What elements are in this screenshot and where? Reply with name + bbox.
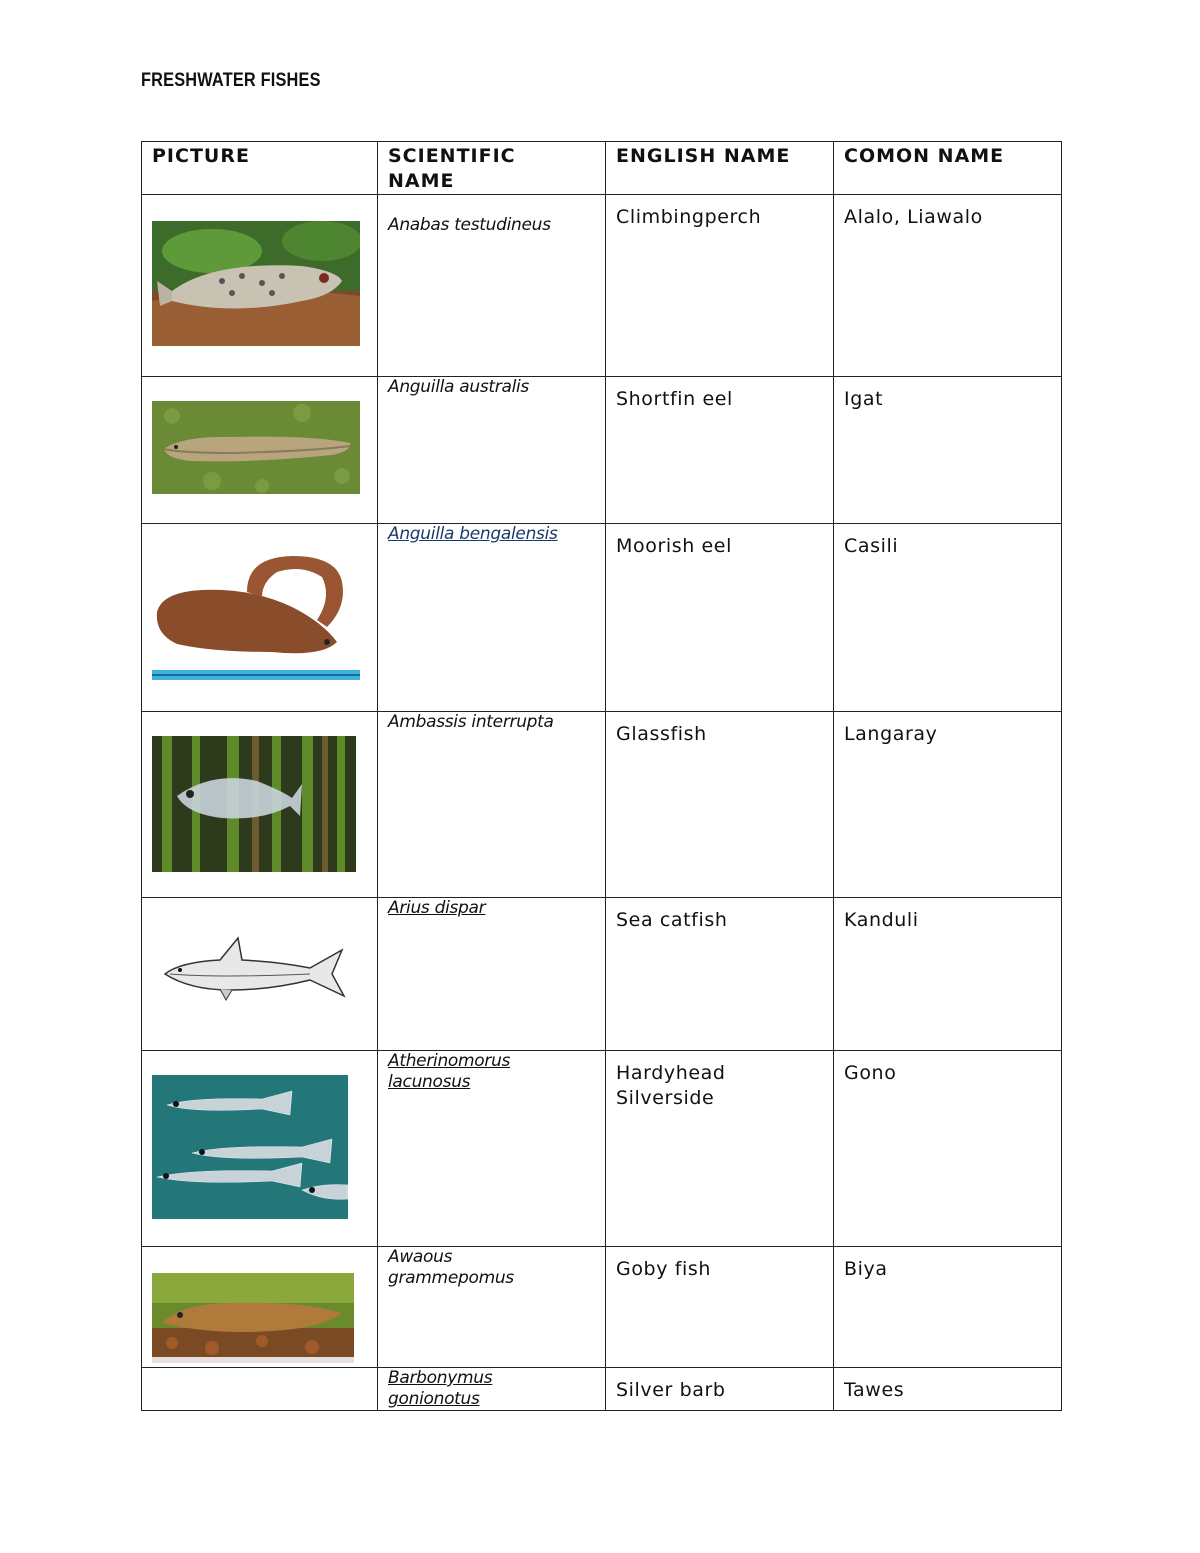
english-name: Moorish eel: [616, 535, 732, 557]
scientific-name-cell: [378, 524, 606, 712]
english-name-cell: [606, 377, 834, 524]
picture-cell: [142, 377, 378, 524]
common-name: Gono: [844, 1062, 897, 1084]
table-row: [142, 1368, 1062, 1411]
table-row: [142, 195, 1062, 377]
shortfin-eel-photo: [152, 401, 360, 494]
scientific-name: Awaous grammepomus: [388, 1247, 514, 1288]
scientific-name: Atherinomorus lacunosus: [388, 1051, 511, 1092]
common-name-cell: [834, 524, 1062, 712]
picture-cell: [142, 195, 378, 377]
sea-catfish-drawing: [160, 934, 350, 1010]
common-name: Casili: [844, 535, 899, 557]
header-scientific-name: SCIENTIFIC NAME: [378, 142, 606, 195]
table-row: [142, 712, 1062, 898]
picture-cell: [142, 898, 378, 1051]
common-name-cell: [834, 1368, 1062, 1411]
scientific-name: Anabas testudineus: [388, 215, 551, 235]
climbing-perch-photo: [152, 221, 360, 346]
picture-cell: [142, 1368, 378, 1411]
table-row: [142, 1247, 1062, 1368]
picture-cell: [142, 524, 378, 712]
common-name: Langaray: [844, 723, 938, 745]
picture-cell: [142, 712, 378, 898]
english-name: Glassfish: [616, 723, 707, 745]
common-name-cell: [834, 898, 1062, 1051]
common-name: Tawes: [844, 1379, 905, 1401]
table-row: [142, 524, 1062, 712]
english-name: Silver barb: [616, 1379, 726, 1401]
english-name: Goby fish: [616, 1258, 712, 1280]
english-name-cell: [606, 195, 834, 377]
common-name-cell: [834, 1247, 1062, 1368]
scientific-name-cell: [378, 195, 606, 377]
common-name: Kanduli: [844, 909, 919, 931]
english-name-cell: [606, 898, 834, 1051]
picture-cell: [142, 1247, 378, 1368]
header-common-name: COMON NAME: [834, 142, 1062, 195]
english-name-cell: [606, 1368, 834, 1411]
moorish-eel-photo: [152, 552, 360, 682]
scientific-name-cell: [378, 1368, 606, 1411]
english-name-cell: [606, 524, 834, 712]
table-row: [142, 1051, 1062, 1247]
silverside-photo: [152, 1075, 348, 1219]
common-name: Biya: [844, 1258, 888, 1280]
english-name-cell: [606, 712, 834, 898]
fish-table: [141, 141, 1062, 1411]
english-name: Hardyhead Silverside: [616, 1062, 726, 1109]
header-english-name: ENGLISH NAME: [606, 142, 834, 195]
header-picture: PICTURE: [142, 142, 378, 195]
table-row: [142, 898, 1062, 1051]
scientific-name-cell: [378, 1247, 606, 1368]
english-name: Climbingperch: [616, 206, 762, 228]
scientific-name-cell: [378, 712, 606, 898]
table-header-row: [142, 142, 1062, 195]
scientific-name: Barbonymus gonionotus: [388, 1368, 493, 1409]
scientific-name: Ambassis interrupta: [388, 712, 554, 732]
table-row: [142, 377, 1062, 524]
goby-photo: [152, 1273, 354, 1363]
common-name-cell: [834, 195, 1062, 377]
scientific-name-cell: [378, 898, 606, 1051]
common-name: Alalo, Liawalo: [844, 206, 983, 228]
common-name-cell: [834, 712, 1062, 898]
english-name: Sea catfish: [616, 909, 728, 931]
scientific-name: Arius dispar: [388, 898, 486, 918]
scientific-name-cell: [378, 1051, 606, 1247]
english-name-cell: [606, 1051, 834, 1247]
glassfish-photo: [152, 736, 356, 872]
scientific-name: Anguilla bengalensis: [388, 524, 558, 544]
english-name-cell: [606, 1247, 834, 1368]
scientific-name-cell: [378, 377, 606, 524]
scientific-name: Anguilla australis: [388, 377, 529, 397]
picture-cell: [142, 1051, 378, 1247]
english-name: Shortfin eel: [616, 388, 733, 410]
common-name: Igat: [844, 388, 884, 410]
common-name-cell: [834, 1051, 1062, 1247]
page-title: FRESHWATER FISHES: [141, 70, 321, 91]
common-name-cell: [834, 377, 1062, 524]
